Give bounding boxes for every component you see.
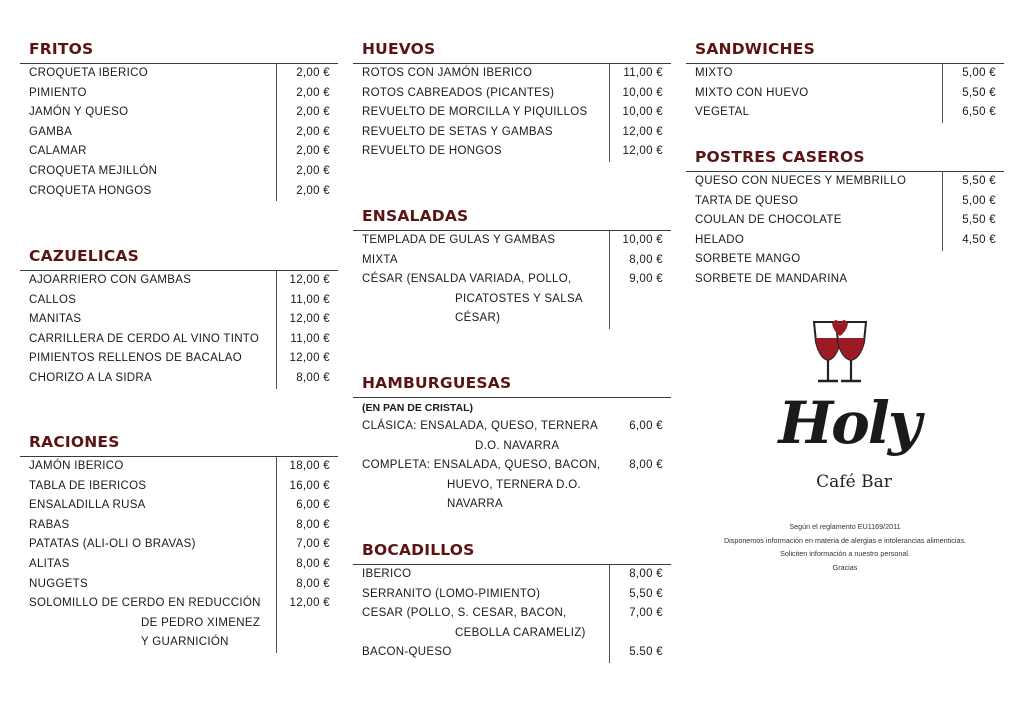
menu-item: REVUELTO DE SETAS Y GAMBAS 12,00 € [362, 125, 663, 138]
section-title: SANDWICHES [695, 40, 815, 58]
menu-item-continuation: PICATOSTES Y SALSA [455, 292, 583, 305]
section-postres [686, 146, 1004, 290]
menu-item: TARTA DE QUESO 5,00 € [695, 194, 996, 207]
legal-line: Gracias [832, 562, 858, 572]
menu-item-continuation: Y GUARNICIÓN [141, 636, 229, 649]
menu-item: NUGGETS 8,00 € [29, 577, 330, 590]
divider [353, 397, 671, 398]
menu-item: ALITAS 8,00 € [29, 557, 330, 570]
section-ensaladas [353, 205, 671, 329]
menu-item: CALLOS 11,00 € [29, 293, 330, 306]
section-title: BOCADILLOS [362, 541, 475, 559]
holy-cafe-bar-logo [774, 316, 920, 502]
menu-item: COULAN DE CHOCOLATE 5,50 € [695, 214, 996, 227]
section-title: FRITOS [29, 40, 94, 58]
menu-item: CROQUETA IBERICO 2,00 € [29, 67, 330, 79]
menu-item: SOLOMILLO DE CERDO EN REDUCCIÓN 12,00 € [29, 597, 330, 610]
legal-line: Según el reglamento EU1169/2011 [789, 522, 901, 531]
menu-item: REVUELTO DE HONGOS 12,00 € [362, 145, 663, 158]
menu-item: VEGETAL 6,50 € [695, 106, 996, 119]
menu-item: CALAMAR 2,00 € [29, 145, 330, 158]
section-cazuelicas [20, 245, 338, 389]
menu-item: HELADO 4,50 € [695, 233, 996, 246]
menu-item-continuation: NAVARRA [447, 498, 503, 511]
section-title: CAZUELICAS [29, 247, 139, 265]
menu-item: CESAR (POLLO, S. CESAR, BACON, 7,00 € [362, 607, 663, 620]
section-huevos [353, 38, 671, 162]
menu-item: CHORIZO A LA SIDRA 8,00 € [29, 371, 330, 384]
menu-item: SORBETE DE MANDARINA [695, 272, 848, 285]
menu-item: RABAS 8,00 € [29, 518, 330, 531]
menu-item: ROTOS CABREADOS (PICANTES) 10,00 € [362, 86, 663, 99]
menu-item: CROQUETA MEJILLÓN 2,00 € [29, 164, 330, 177]
item-list [353, 417, 671, 515]
menu-item-continuation: D.O. NAVARRA [475, 439, 560, 452]
section-bocadillos [353, 539, 671, 663]
menu-item: PIMIENTO 2,00 € [29, 86, 330, 99]
column-right [686, 0, 1004, 724]
menu-item: PATATAS (ALI-OLI O BRAVAS) 7,00 € [29, 538, 330, 551]
menu-item: REVUELTO DE MORCILLA Y PIQUILLOS 10,00 € [362, 106, 663, 119]
logo-subtitle: Café Bar [816, 472, 892, 492]
item-list [20, 457, 338, 653]
menu-item: COMPLETA: ENSALADA, QUESO, BACON, 8,00 € [362, 459, 663, 472]
section-title: HUEVOS [362, 40, 436, 58]
menu-item: ENSALADILLA RUSA 6,00 € [29, 499, 330, 512]
menu-item-continuation: HUEVO, TERNERA D.O. [447, 478, 581, 491]
legal-line: Disponemos información en materia de alergias e intolerancias alimenticias. [723, 535, 967, 545]
menu-item: TEMPLADA DE GULAS Y GAMBAS 10,00 € [362, 234, 663, 246]
item-list [686, 64, 1004, 123]
menu-item: ROTOS CON JAMÓN IBERICO 11,00 € [362, 67, 663, 79]
section-fritos [20, 38, 338, 201]
section-sandwiches [686, 38, 1004, 123]
menu-item: QUESO CON NUECES Y MEMBRILLO 5,50 € [695, 175, 996, 187]
menu-item: TABLA DE IBERICOS 16,00 € [29, 479, 330, 492]
menu-item: MANITAS 12,00 € [29, 313, 330, 326]
section-title: ENSALADAS [362, 207, 469, 225]
section-title: POSTRES CASEROS [695, 148, 865, 166]
item-list [20, 64, 338, 201]
section-title: RACIONES [29, 433, 120, 451]
menu-item: CÉSAR (ENSALDA VARIADA, POLLO, 9,00 € [362, 273, 663, 286]
section-note: (EN PAN DE CRISTAL) [362, 402, 474, 414]
allergen-notice [686, 520, 1004, 574]
section-title: HAMBURGUESAS [362, 374, 512, 392]
menu-item: BACON-QUESO 5.50 € [362, 646, 663, 659]
menu-item: JAMÓN Y QUESO 2,00 € [29, 106, 330, 119]
logo-brand: Holy [778, 389, 920, 457]
item-list [686, 172, 1004, 290]
menu-item: AJOARRIERO CON GAMBAS 12,00 € [29, 274, 330, 286]
item-list [353, 231, 671, 329]
menu-item: MIXTA 8,00 € [362, 253, 663, 266]
item-list [20, 271, 338, 389]
menu-item: IBERICO 8,00 € [362, 568, 663, 580]
section-raciones [20, 431, 338, 653]
menu-item: PIMIENTOS RELLENOS DE BACALAO 12,00 € [29, 352, 330, 365]
wine-glasses-icon [774, 316, 916, 388]
legal-line: Soliciten información a nuestro personal. [780, 549, 910, 558]
menu-item: JAMÓN IBERICO 18,00 € [29, 460, 330, 472]
item-list [353, 565, 671, 663]
menu-item: CROQUETA HONGOS 2,00 € [29, 184, 330, 197]
item-list [353, 64, 671, 162]
menu-item: SERRANITO (LOMO-PIMIENTO) 5,50 € [362, 587, 663, 600]
menu-item: CARRILLERA DE CERDO AL VINO TINTO 11,00 € [29, 332, 330, 345]
section-hamburguesas [353, 372, 671, 515]
menu-item: SORBETE MANGO [695, 253, 801, 266]
menu-item: MIXTO 5,00 € [695, 67, 996, 79]
menu-item-continuation: CÉSAR) [455, 312, 501, 325]
menu-item-continuation: DE PEDRO XIMENEZ [141, 616, 261, 629]
menu-item: GAMBA 2,00 € [29, 125, 330, 138]
menu-item: CLÁSICA: ENSALADA, QUESO, TERNERA 6,00 € [362, 420, 663, 432]
menu-item: MIXTO CON HUEVO 5,50 € [695, 86, 996, 99]
menu-item-continuation: CEBOLLA CARAMELIZ) [455, 626, 586, 639]
